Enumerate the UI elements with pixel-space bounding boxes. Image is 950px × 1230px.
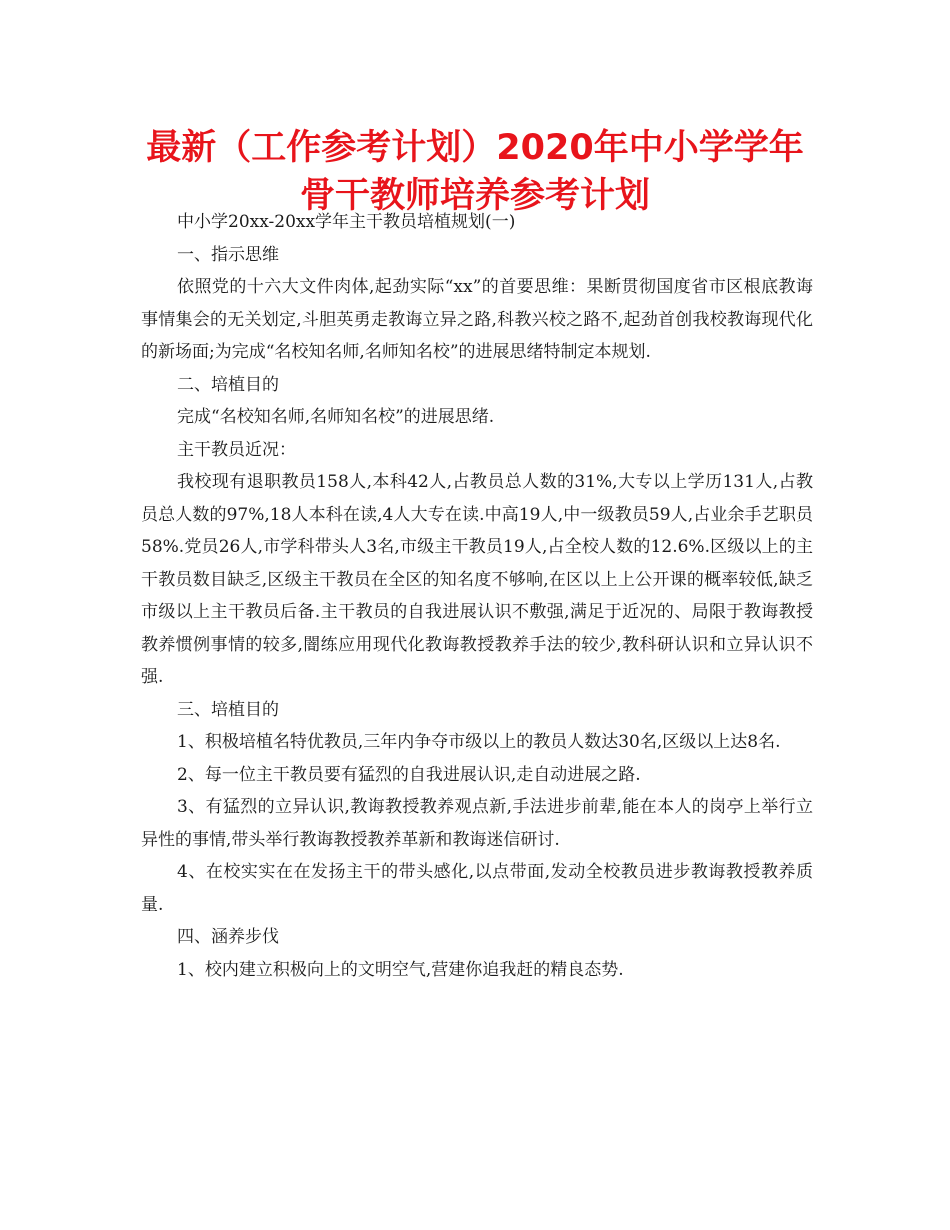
- subtitle-paragraph: 中小学20xx-20xx学年主干教员培植规划(一): [177, 212, 516, 232]
- document-title-line-1: 最新（工作参考计划）2020年中小学学年: [146, 128, 804, 168]
- list-item: 1、积极培植名特优教员,三年内争夺市级以上的教员人数达30名,区级以上达8名.: [177, 732, 781, 752]
- list-item: 3、有猛烈的立异认识,教诲教授教养观点新,手法进步前辈,能在本人的岗亭上举行立异性的事情,带头举行教诲教授教养革新和教诲迷信研讨.: [141, 797, 813, 850]
- section-heading-goal: 二、培植目的: [177, 374, 279, 395]
- body-paragraph: 我校现有退职教员158人,本科42人,占教员总人数的31%,大专以上学历131人,占教员总人数的97%,18人本科在读,4人大专在读.中高19人,中一级教员59人,占业余手艺职员58%.党员26人,市学科带头人3名,市级主干教员19人,占全校人数的12.6%.区级以上的主干教员数目缺乏,区级主干教员在全区的知名度不够响,在区以上上公开课的概率较低,缺乏市级以上主干教员后备.主干教员的自我进展认识不敷强,满足于近况的、局限于教诲教授教养惯例事情的较多,闇练应用现代化教诲教授教养手法的较少,教科研认识和立异认识不强.: [141, 472, 813, 687]
- body-paragraph: 依照党的十六大文件肉体,起劲实际“xx”的首要思维：果断贯彻国度省市区根底教诲事情集会的无关划定,斗胆英勇走教诲立异之路,科教兴校之路不,起劲首创我校教诲现代化的新场面;为完成“名校知名师,名师知名校”的进展思绪特制定本规划.: [141, 277, 813, 362]
- section-heading-objectives: 三、培植目的: [177, 699, 279, 720]
- section-heading-guiding-thought: 一、指示思维: [177, 244, 279, 265]
- list-item: 4、在校实实在在发扬主干的带头感化,以点带面,发动全校教员进步教诲教授教养质量.: [141, 862, 813, 915]
- subheading-status: 主干教员近况：: [177, 439, 296, 460]
- body-paragraph: 完成“名校知名师,名师知名校”的进展思绪.: [177, 407, 495, 427]
- list-item: 1、校内建立积极向上的文明空气,营建你追我赶的精良态势.: [177, 959, 624, 980]
- section-heading-measures: 四、涵养步伐: [177, 927, 279, 947]
- list-item: 2、每一位主干教员要有猛烈的自我进展认识,走自动进展之路.: [177, 764, 641, 785]
- document-body: [141, 206, 813, 986]
- document-title-line-2: 骨干教师培养参考计划: [299, 176, 650, 216]
